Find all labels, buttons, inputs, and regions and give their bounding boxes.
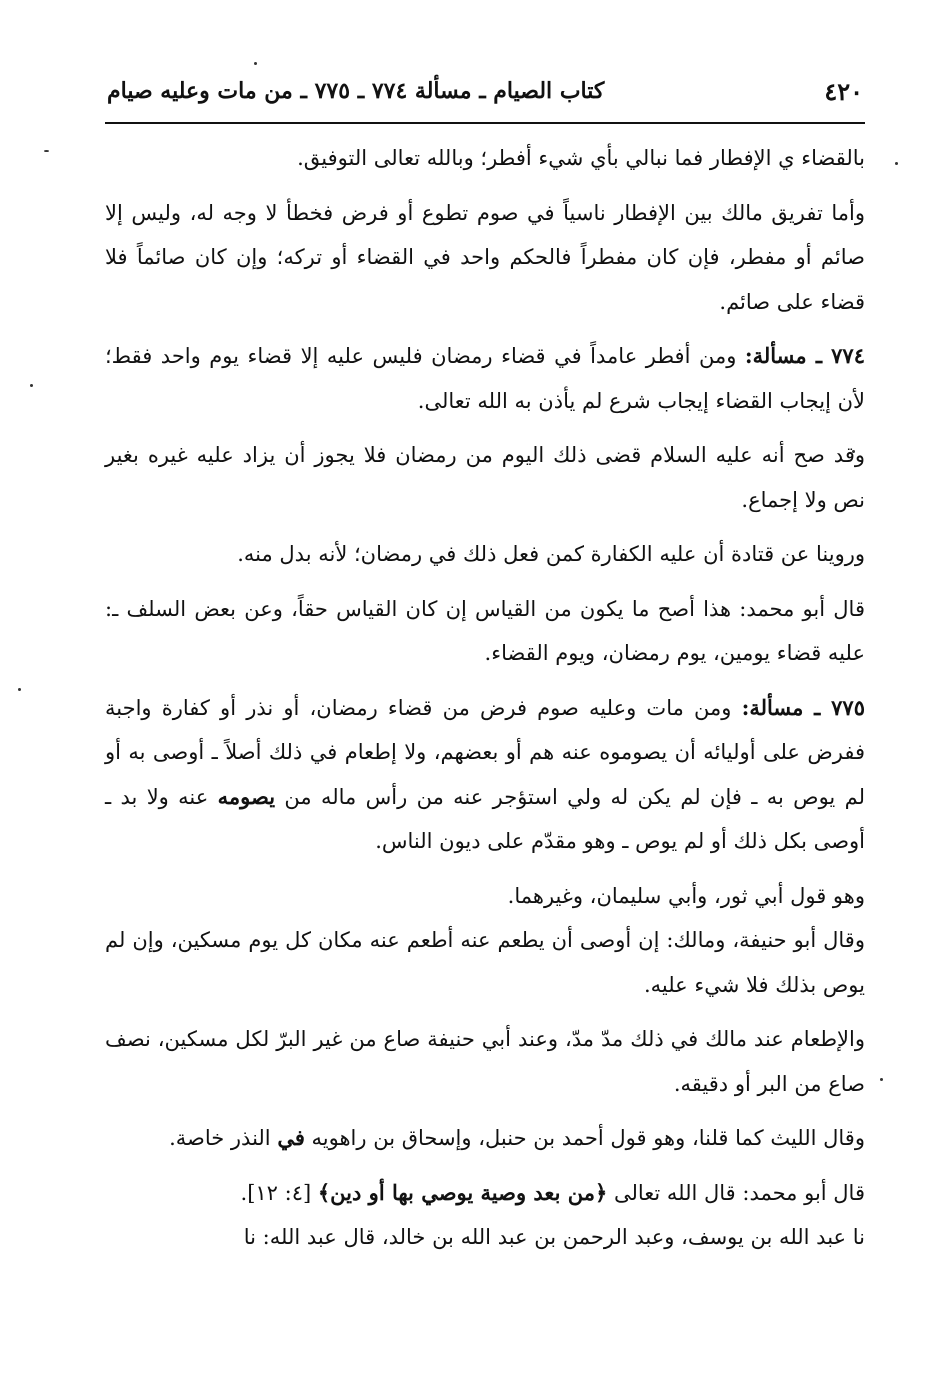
scan-speck	[18, 688, 21, 691]
issue-number-label: ٧٧٤ ـ مسألة:	[744, 343, 865, 368]
running-title: كتاب الصيام ـ مسألة ٧٧٤ ـ ٧٧٥ ـ من مات وعليه صيام	[107, 78, 605, 104]
paragraph-10	[105, 1017, 865, 1106]
paragraph-text: نا عبد الله بن يوسف، وعبد الرحمن بن عبد الله بن خالد، قال عبد الله: نا	[243, 1225, 865, 1249]
issue-number-label: ٧٧٥ ـ مسألة:	[741, 694, 865, 720]
page-header	[105, 60, 865, 124]
paragraph-5	[105, 532, 865, 577]
paragraph-text: بالقضاء ي الإفطار فما نبالي بأي شيء أفطر؛ وبالله تعالى التوفيق.	[297, 146, 865, 170]
paragraph-text: وليس إلا صائم أو مفطر، فإن كان مفطراً فالحكم واحد في القضاء أو تركه؛ وإن كان	[105, 200, 865, 269]
paragraph-8	[105, 874, 865, 919]
paragraph-1	[105, 136, 865, 181]
page-number: ٤٢٠	[824, 76, 863, 106]
paragraph-9	[105, 918, 865, 1007]
paragraph-text: وقد صح أنه عليه السلام قضى ذلك اليوم من رمضان فلا يجوز أن يزاد عليه غيره بغير نص ولا إجماع.	[105, 443, 865, 512]
paragraph-text: النذر خاصة.	[169, 1126, 278, 1150]
paragraph-text: ومن أفطر عامداً في قضاء رمضان فليس عليه إلا قضاء يوم واحد فقط؛ لأن إيجاب القضاء إيجاب شرع لم يأذن به الله تعالى.	[105, 344, 865, 413]
paragraph-12	[105, 1171, 865, 1216]
paragraph-11	[105, 1116, 865, 1161]
scan-speck	[30, 384, 33, 387]
paragraph-text: ومن مات وعليه صوم فرض من قضاء رمضان، أو نذر أو كفارة واجبة ففرض على أوليائه أن يصوموه عنه هم أو بعضهم، ولا إطعام في ذلك أصلاً ـ أوصى به أو لم يوص به ـ فإن لم يكن له ولي استؤجر عنه من رأس ماله من	[105, 695, 865, 809]
paragraph-2	[105, 191, 865, 325]
paragraph-text: وقال الليث كما قلنا، وهو قول أحمد بن حنبل، وإسحاق بن راهويه	[304, 1126, 865, 1150]
paragraph-text: وقال أبو حنيفة، ومالك: إن أوصى أن يطعم عنه أطعم عنه مكان كل يوم مسكين، وإن لم يوص بذلك فلا شيء عليه.	[105, 928, 865, 997]
paragraph-4	[105, 433, 865, 522]
paragraph-text: [٤: ١٢].	[240, 1180, 318, 1205]
paragraph-text: عنه ولا بد ـ أوصى بكل ذلك أو لم يوص ـ وهو مقدّم على ديون الناس.	[105, 784, 865, 853]
issue-775	[105, 686, 865, 864]
paragraph-text: قال أبو محمد: هذا أصح ما يكون من القياس إن كان القياس حقاً، وعن بعض السلف ـ: عليه قضاء يومين، يوم رمضان، ويوم القضاء.	[105, 596, 865, 665]
book-page	[105, 60, 865, 1340]
scan-speck	[880, 1078, 883, 1081]
quran-quote: ﴿من بعد وصية يوصي بها أو دين﴾	[317, 1179, 608, 1205]
paragraph-text: وهو قول أبي ثور، وأبي سليمان، وغيرهما.	[507, 883, 865, 908]
bold-word: يصومه	[217, 783, 276, 809]
paragraph-text: وروينا عن قتادة أن عليه الكفارة كمن فعل ذلك في رمضان؛ لأنه بدل منه.	[237, 542, 865, 566]
bold-word: في	[277, 1125, 305, 1150]
paragraph-13	[105, 1215, 865, 1260]
paragraph-text: صائماً فلا قضاء على صائم.	[105, 245, 865, 314]
paragraph-text: والإطعام عند مالك في ذلك مدّ مدّ، وعند أبي حنيفة صاع من غير البرّ لكل مسكين، نصف صاع من البر أو دقيقه.	[105, 1027, 865, 1096]
scan-speck	[895, 162, 898, 165]
paragraph-6	[105, 587, 865, 676]
page-body	[105, 136, 865, 1260]
scan-speck	[44, 150, 49, 152]
paragraph-text: قال أبو محمد: قال الله تعالى	[607, 1180, 865, 1205]
paragraph-text: وأما تفريق مالك بين الإفطار ناسياً في صوم تطوع أو فرض فخطأ لا وجه له،	[189, 200, 865, 225]
issue-774	[105, 334, 865, 423]
